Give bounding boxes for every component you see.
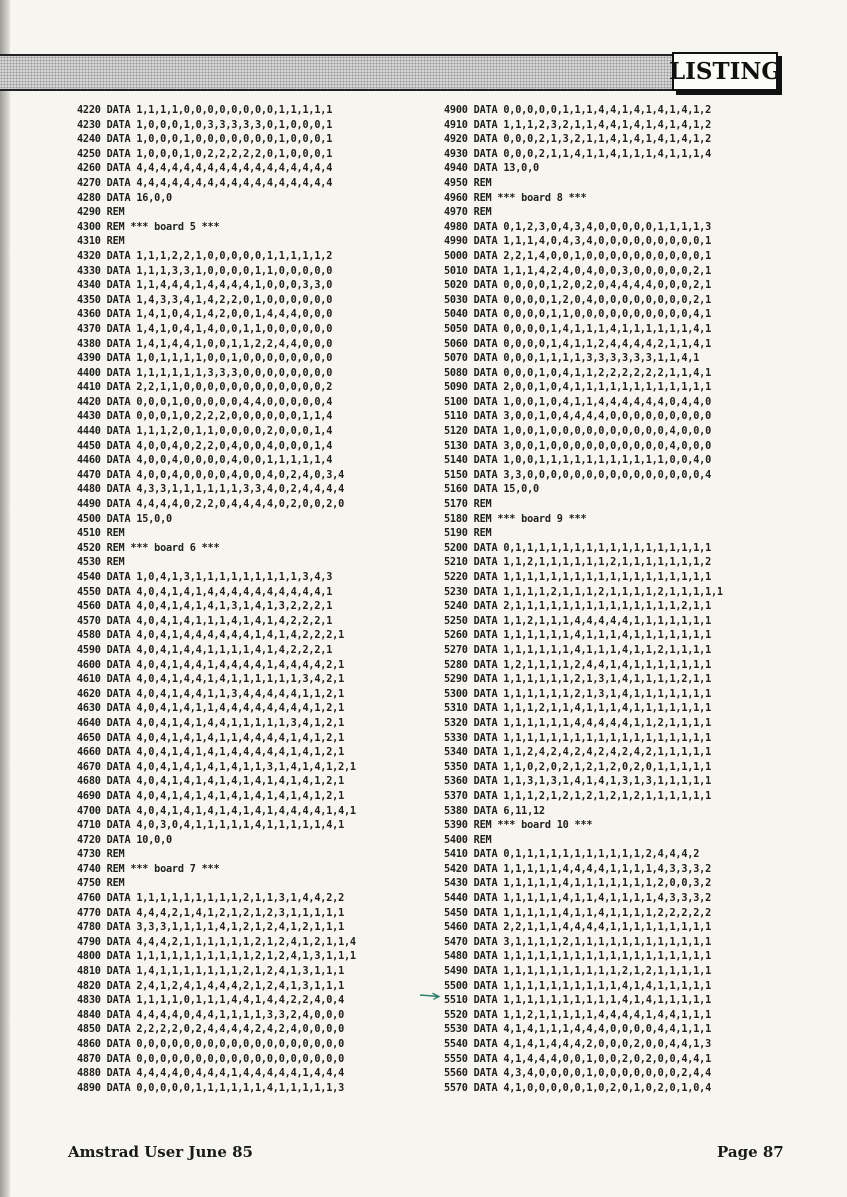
listing-line: 4380 DATA 1,4,1,4,4,1,0,0,1,1,2,2,4,4,0,0,0 xyxy=(77,338,333,350)
listing-left-column xyxy=(77,104,356,1096)
listing-line: 4510 REM xyxy=(77,528,125,540)
listing-line: 4330 DATA 1,1,1,3,3,1,0,0,0,0,1,1,0,0,0,0,0 xyxy=(77,265,333,277)
listing-line: 5270 DATA 1,1,1,1,1,1,4,1,1,1,4,1,1,2,1,1,1,1 xyxy=(444,644,712,656)
listing-line: 5050 DATA 0,0,0,0,1,4,1,1,1,4,1,1,1,1,1,1,4,1 xyxy=(444,323,712,335)
listing-line: 5070 DATA 0,0,0,1,1,1,1,3,3,3,3,3,3,1,1,4,1 xyxy=(444,353,700,365)
listing-line: 5180 REM *** board 9 *** xyxy=(444,513,587,525)
listing-line: 4590 DATA 4,0,4,1,4,4,1,1,1,1,4,1,4,2,2,2,1 xyxy=(77,644,333,656)
listing-line: 4980 DATA 0,1,2,3,0,4,3,4,0,0,0,0,0,1,1,1,1,3 xyxy=(444,221,712,233)
listing-line: 4600 DATA 4,0,4,1,4,4,1,4,4,4,4,1,4,4,4,4,2,1 xyxy=(77,659,345,671)
listing-line: 4680 DATA 4,0,4,1,4,1,4,1,4,1,4,1,4,1,4,1,2,1 xyxy=(77,776,345,788)
listing-line: 5120 DATA 1,0,0,1,0,0,0,0,0,0,0,0,0,0,4,0,0,0 xyxy=(444,426,712,438)
listing-line: 4360 DATA 1,4,1,0,4,1,4,2,0,0,1,4,4,4,0,0,0 xyxy=(77,309,333,321)
listing-line: 5250 DATA 1,1,2,1,1,1,4,4,4,4,4,1,1,1,1,1,1,1 xyxy=(444,615,712,627)
listing-line: 4460 DATA 4,0,0,4,0,0,0,0,4,0,0,1,1,1,1,1,4 xyxy=(77,455,333,467)
listing-line: 5220 DATA 1,1,1,1,1,1,1,1,1,1,1,1,1,1,1,1,1,1 xyxy=(444,572,712,583)
listing-line: 4880 DATA 4,4,4,4,0,4,4,4,1,4,4,4,4,4,1,4,4,4 xyxy=(77,1068,345,1080)
listing-line: 5460 DATA 2,2,1,1,1,4,4,4,4,1,1,1,1,1,1,1,1,1 xyxy=(444,922,712,934)
listing-line: 5560 DATA 4,3,4,0,0,0,0,1,0,0,0,0,0,0,0,2,4,4 xyxy=(444,1068,712,1080)
listing-line: 5260 DATA 1,1,1,1,1,1,4,1,1,1,4,1,1,1,1,1,1,1 xyxy=(444,630,712,642)
handwritten-arrow-mark xyxy=(420,992,441,1000)
listing-line: 4970 REM xyxy=(444,207,492,219)
listing-line: 4430 DATA 0,0,0,1,0,2,2,2,0,0,0,0,0,0,1,1,4 xyxy=(77,411,333,423)
listing-line: 4630 DATA 4,0,4,1,4,1,1,4,4,4,4,4,4,4,4,1,2,1 xyxy=(77,703,345,715)
listing-line: 4350 DATA 1,4,3,3,4,1,4,2,2,0,1,0,0,0,0,0,0 xyxy=(77,294,333,306)
listing-line: 4790 DATA 4,4,4,2,1,1,1,1,1,1,2,1,2,4,1,2,1,1,4 xyxy=(77,936,356,948)
listing-line: 4220 DATA 1,1,1,1,0,0,0,0,0,0,0,0,1,1,1,1,1 xyxy=(77,105,333,116)
listing-line: 4400 DATA 1,1,1,1,1,1,3,3,3,0,0,0,0,0,0,0,0 xyxy=(77,367,333,379)
listing-line: 5170 REM xyxy=(444,499,492,511)
listing-right-column xyxy=(444,104,723,1096)
listing-line: 4760 DATA 1,1,1,1,1,1,1,1,1,2,1,1,3,1,4,4,2,2 xyxy=(77,893,345,905)
listing-line: 5570 DATA 4,1,0,0,0,0,0,1,0,2,0,1,0,2,0,1,0,4 xyxy=(444,1082,712,1094)
listing-line: 4740 REM *** board 7 *** xyxy=(77,863,220,875)
listing-line: 4610 DATA 4,0,4,1,4,4,1,4,1,1,1,1,1,1,3,4,2,1 xyxy=(77,674,345,686)
listing-line: 4770 DATA 4,4,4,2,1,4,1,2,1,2,1,2,3,1,1,1,1,1 xyxy=(77,907,345,919)
listing-line: 5090 DATA 2,0,0,1,0,4,1,1,1,1,1,1,1,1,1,1,1,1 xyxy=(444,382,712,394)
listing-line: 4490 DATA 4,4,4,4,0,2,2,0,4,4,4,4,0,2,0,0,2,0 xyxy=(77,499,345,511)
listing-line: 5410 DATA 0,1,1,1,1,1,1,1,1,1,1,1,2,4,4,4,2 xyxy=(444,849,700,861)
listing-line: 5140 DATA 1,0,0,1,1,1,1,1,1,1,1,1,1,1,0,0,4,0 xyxy=(444,455,712,467)
listing-line: 5420 DATA 1,1,1,1,1,4,4,4,4,1,1,1,1,4,3,3,3,2 xyxy=(444,863,712,875)
listing-line: 4710 DATA 4,0,3,0,4,1,1,1,1,1,4,1,1,1,1,1,4,1 xyxy=(77,820,345,832)
listing-line: 4470 DATA 4,0,0,4,0,0,0,0,4,0,0,4,0,2,4,0,3,4 xyxy=(77,469,345,481)
listing-line: 4370 DATA 1,4,1,0,4,1,4,0,0,1,1,0,0,0,0,0,0 xyxy=(77,323,333,335)
listing-line: 4660 DATA 4,0,4,1,4,1,4,1,4,4,4,4,4,1,4,1,2,1 xyxy=(77,747,345,759)
listing-line: 5400 REM xyxy=(444,834,492,846)
listing-line: 5130 DATA 3,0,0,1,0,0,0,0,0,0,0,0,0,0,4,0,0,0 xyxy=(444,440,712,452)
listing-line: 4670 DATA 4,0,4,1,4,1,4,1,4,1,1,3,1,4,1,4,1,2,1 xyxy=(77,761,356,773)
listing-line: 5500 DATA 1,1,1,1,1,1,1,1,1,1,4,1,4,1,1,1,1,1 xyxy=(444,980,712,992)
listing-line: 4250 DATA 1,0,0,0,1,0,2,2,2,2,2,0,1,0,0,0,1 xyxy=(77,148,333,160)
listing-line: 5350 DATA 1,1,0,2,0,2,1,2,1,2,0,2,0,1,1,1,1,1 xyxy=(444,761,712,773)
listing-line: 4650 DATA 4,0,4,1,4,1,4,1,1,4,4,4,4,1,4,1,2,1 xyxy=(77,732,345,744)
listing-line: 4500 DATA 15,0,0 xyxy=(77,513,172,525)
listing-line: 4260 DATA 4,4,4,4,4,4,4,4,4,4,4,4,4,4,4,4,4 xyxy=(77,163,333,175)
listing-line: 5030 DATA 0,0,0,0,1,2,0,4,0,0,0,0,0,0,0,0,2,1 xyxy=(444,294,712,306)
listing-line: 4410 DATA 2,2,1,1,0,0,0,0,0,0,0,0,0,0,0,0,2 xyxy=(77,382,333,394)
listing-line: 5450 DATA 1,1,1,1,1,4,1,1,4,1,1,1,1,2,2,2,2,2 xyxy=(444,907,712,919)
listing-line: 5100 DATA 1,0,0,1,0,4,1,1,4,4,4,4,4,4,0,4,4,0 xyxy=(444,396,712,408)
listing-line: 4390 DATA 1,0,1,1,1,1,0,0,1,0,0,0,0,0,0,0,0 xyxy=(77,353,333,365)
listing-line: 4580 DATA 4,0,4,1,4,4,4,4,4,4,1,4,1,4,2,2,2,1 xyxy=(77,630,345,642)
listing-line: 5490 DATA 1,1,1,1,1,1,1,1,1,1,2,1,2,1,1,1,1,1 xyxy=(444,966,712,978)
listing-line: 5550 DATA 4,1,4,4,4,0,0,1,0,0,2,0,2,0,0,4,4,1 xyxy=(444,1053,712,1065)
listing-line: 5190 REM xyxy=(444,528,492,540)
listing-line: 4800 DATA 1,1,1,1,1,1,1,1,1,1,2,1,2,4,1,3,1,1,1 xyxy=(77,951,356,963)
listing-line: 5060 DATA 0,0,0,0,1,4,1,1,2,4,4,4,4,2,1,1,4,1 xyxy=(444,338,712,350)
listing-line: 4440 DATA 1,1,1,2,0,1,1,0,0,0,0,2,0,0,0,1,4 xyxy=(77,426,333,438)
listing-line: 4930 DATA 0,0,0,2,1,1,4,1,1,4,1,1,1,4,1,1,1,4 xyxy=(444,148,712,160)
listing-line: 5340 DATA 1,1,2,4,2,4,2,4,2,4,2,4,2,1,1,1,1,1 xyxy=(444,747,712,759)
listing-line: 5430 DATA 1,1,1,1,1,4,1,1,1,1,1,1,1,2,0,0,3,2 xyxy=(444,878,712,890)
listing-line: 4910 DATA 1,1,1,2,3,2,1,1,4,4,1,4,1,4,1,4,1,2 xyxy=(444,119,712,131)
listing-line: 4820 DATA 2,4,1,2,4,1,4,4,4,2,1,2,4,1,3,1,1,1 xyxy=(77,980,345,992)
listing-line: 5000 DATA 2,2,1,4,0,0,1,0,0,0,0,0,0,0,0,0,0,1 xyxy=(444,250,712,262)
listing-line: 4320 DATA 1,1,1,2,2,1,0,0,0,0,0,1,1,1,1,1,2 xyxy=(77,250,333,262)
listing-line: 4810 DATA 1,4,1,1,1,1,1,1,1,2,1,2,4,1,3,1,1,1 xyxy=(77,966,345,978)
listing-line: 5200 DATA 0,1,1,1,1,1,1,1,1,1,1,1,1,1,1,1,1,1 xyxy=(444,542,712,554)
listing-line: 4540 DATA 1,0,4,1,3,1,1,1,1,1,1,1,1,1,3,4,3 xyxy=(77,572,333,583)
listing-line: 4750 REM xyxy=(77,878,125,890)
listing-line: 4560 DATA 4,0,4,1,4,1,4,1,3,1,4,1,3,2,2,2,1 xyxy=(77,601,333,613)
listing-line: 4700 DATA 4,0,4,1,4,1,4,1,4,1,4,1,4,4,4,4,1,4,1 xyxy=(77,805,356,817)
listing-line: 4890 DATA 0,0,0,0,0,1,1,1,1,1,1,4,1,1,1,1,1,3 xyxy=(77,1082,345,1094)
listing-line: 5080 DATA 0,0,0,1,0,4,1,1,2,2,2,2,2,2,1,1,4,1 xyxy=(444,367,712,379)
listing-line: 4990 DATA 1,1,1,4,0,4,3,4,0,0,0,0,0,0,0,0,0,1 xyxy=(444,236,712,248)
listing-line: 5530 DATA 4,1,4,1,1,1,4,4,4,0,0,0,0,4,4,1,1,1 xyxy=(444,1024,712,1036)
listing-line: 5310 DATA 1,1,1,2,1,1,4,1,1,1,4,1,1,1,1,1,1,1 xyxy=(444,703,712,715)
listing-line: 5040 DATA 0,0,0,0,1,1,0,0,0,0,0,0,0,0,0,0,4,1 xyxy=(444,309,712,321)
listing-line: 4640 DATA 4,0,4,1,4,1,4,4,1,1,1,1,1,3,4,1,2,1 xyxy=(77,717,345,729)
listing-line: 4300 REM *** board 5 *** xyxy=(77,221,220,233)
listing-line: 5380 DATA 6,11,12 xyxy=(444,805,545,817)
listing-line: 4780 DATA 3,3,3,1,1,1,1,4,1,2,1,2,4,1,2,1,1,1 xyxy=(77,922,345,934)
listing-line: 4690 DATA 4,0,4,1,4,1,4,1,4,1,4,1,4,1,4,1,2,1 xyxy=(77,790,345,802)
header-band xyxy=(0,54,690,91)
listing-line: 4270 DATA 4,4,4,4,4,4,4,4,4,4,4,4,4,4,4,4,4 xyxy=(77,177,333,189)
listing-line: 5020 DATA 0,0,0,0,1,2,0,2,0,4,4,4,4,0,0,0,2,1 xyxy=(444,280,712,292)
listing-line: 4480 DATA 4,3,3,1,1,1,1,1,1,3,3,4,0,2,4,4,4,4 xyxy=(77,484,345,496)
listing-line: 5150 DATA 3,3,0,0,0,0,0,0,0,0,0,0,0,0,0,0,0,4 xyxy=(444,469,712,481)
listing-line: 4530 REM xyxy=(77,557,125,569)
listing-line: 4900 DATA 0,0,0,0,0,1,1,1,4,4,1,4,1,4,1,4,1,2 xyxy=(444,105,712,116)
listing-line: 4570 DATA 4,0,4,1,4,1,1,1,4,1,4,1,4,2,2,2,1 xyxy=(77,615,333,627)
listing-line: 4450 DATA 4,0,0,4,0,2,2,0,4,0,0,4,0,0,0,1,4 xyxy=(77,440,333,452)
listing-line: 5240 DATA 2,1,1,1,1,1,1,1,1,1,1,1,1,1,1,2,1,1 xyxy=(444,601,712,613)
listing-line: 4520 REM *** board 6 *** xyxy=(77,542,220,554)
listing-line: 5540 DATA 4,1,4,1,4,4,4,2,0,0,0,2,0,0,4,4,1,3 xyxy=(444,1039,712,1050)
listing-line: 4280 DATA 16,0,0 xyxy=(77,192,172,204)
listing-line: 4920 DATA 0,0,0,2,1,3,2,1,1,4,1,4,1,4,1,4,1,2 xyxy=(444,134,712,146)
footer-publication: Amstrad User June 85 xyxy=(68,1143,253,1161)
listing-line: 4240 DATA 1,0,0,0,1,0,0,0,0,0,0,0,1,0,0,0,1 xyxy=(77,134,333,146)
listing-line: 4830 DATA 1,1,1,1,0,1,1,1,4,4,1,4,4,2,2,4,0,4 xyxy=(77,995,345,1007)
listing-line: 5230 DATA 1,1,1,1,2,1,1,1,2,1,1,1,1,2,1,1,1,1,1 xyxy=(444,586,723,598)
listing-line: 5210 DATA 1,1,2,1,1,1,1,1,1,2,1,1,1,1,1,1,1,2 xyxy=(444,557,712,569)
listing-line: 4230 DATA 1,0,0,0,1,0,3,3,3,3,3,0,1,0,0,0,1 xyxy=(77,119,333,131)
listing-line: 4940 DATA 13,0,0 xyxy=(444,163,539,175)
listing-line: 5440 DATA 1,1,1,1,1,4,1,1,4,1,1,1,1,4,3,3,3,2 xyxy=(444,893,712,905)
listing-line: 5480 DATA 1,1,1,1,1,1,1,1,1,1,1,1,1,1,1,1,1,1 xyxy=(444,951,712,963)
listing-line: 4950 REM xyxy=(444,177,492,189)
listing-line: 4620 DATA 4,0,4,1,4,4,1,1,3,4,4,4,4,4,1,1,2,1 xyxy=(77,688,345,700)
section-label: LISTING xyxy=(672,52,778,91)
listing-line: 4720 DATA 10,0,0 xyxy=(77,834,172,846)
listing-line: 5470 DATA 3,1,1,1,1,2,1,1,1,1,1,1,1,1,1,1,1,1 xyxy=(444,936,712,948)
listing-line: 4290 REM xyxy=(77,207,125,219)
listing-line: 4840 DATA 4,4,4,4,0,4,4,1,1,1,1,3,3,2,4,0,0,0 xyxy=(77,1009,345,1021)
listing-line: 4850 DATA 2,2,2,2,0,2,4,4,4,4,2,4,2,4,0,0,0,0 xyxy=(77,1024,345,1036)
listing-line: 4730 REM xyxy=(77,849,125,861)
listing-line: 4550 DATA 4,0,4,1,4,1,4,4,4,4,4,4,4,4,4,4,1 xyxy=(77,586,333,598)
listing-line: 5280 DATA 1,2,1,1,1,1,2,4,4,1,4,1,1,1,1,1,1,1 xyxy=(444,659,712,671)
listing-line: 4860 DATA 0,0,0,0,0,0,0,0,0,0,0,0,0,0,0,0,0,0 xyxy=(77,1039,345,1050)
listing-line: 4420 DATA 0,0,0,1,0,0,0,0,0,4,4,0,0,0,0,0,4 xyxy=(77,396,333,408)
listing-line: 5510 DATA 1,1,1,1,1,1,1,1,1,1,4,1,4,1,1,1,1,1 xyxy=(444,995,712,1007)
binding-spine-shadow xyxy=(0,0,10,1197)
listing-line: 4340 DATA 1,1,4,4,4,1,4,4,4,4,1,0,0,0,3,3,0 xyxy=(77,280,333,292)
listing-line: 5370 DATA 1,1,1,2,1,2,1,2,1,2,1,2,1,1,1,1,1,1 xyxy=(444,790,712,802)
listing-line: 5520 DATA 1,1,2,1,1,1,1,1,4,4,4,4,1,4,4,1,1,1 xyxy=(444,1009,712,1021)
listing-line: 5110 DATA 3,0,0,1,0,4,4,4,4,0,0,0,0,0,0,0,0,0 xyxy=(444,411,712,423)
listing-line: 4310 REM xyxy=(77,236,125,248)
listing-line: 4960 REM *** board 8 *** xyxy=(444,192,587,204)
listing-line: 5010 DATA 1,1,1,4,2,4,0,4,0,0,3,0,0,0,0,0,2,1 xyxy=(444,265,712,277)
listing-line: 5160 DATA 15,0,0 xyxy=(444,484,539,496)
listing-line: 5330 DATA 1,1,1,1,1,1,1,1,1,1,1,1,1,1,1,1,1,1 xyxy=(444,732,712,744)
listing-line: 4870 DATA 0,0,0,0,0,0,0,0,0,0,0,0,0,0,0,0,0,0 xyxy=(77,1053,345,1065)
listing-line: 5320 DATA 1,1,1,1,1,1,4,4,4,4,4,1,1,2,1,1,1,1 xyxy=(444,717,712,729)
listing-line: 5290 DATA 1,1,1,1,1,1,2,1,3,1,4,1,1,1,1,2,1,1 xyxy=(444,674,712,686)
footer-page-number: Page 87 xyxy=(717,1143,784,1161)
listing-line: 5360 DATA 1,1,3,1,3,1,4,1,4,1,3,1,3,1,1,1,1,1 xyxy=(444,776,712,788)
listing-line: 5300 DATA 1,1,1,1,1,1,2,1,3,1,4,1,1,1,1,1,1,1 xyxy=(444,688,712,700)
listing-line: 5390 REM *** board 10 *** xyxy=(444,820,593,832)
